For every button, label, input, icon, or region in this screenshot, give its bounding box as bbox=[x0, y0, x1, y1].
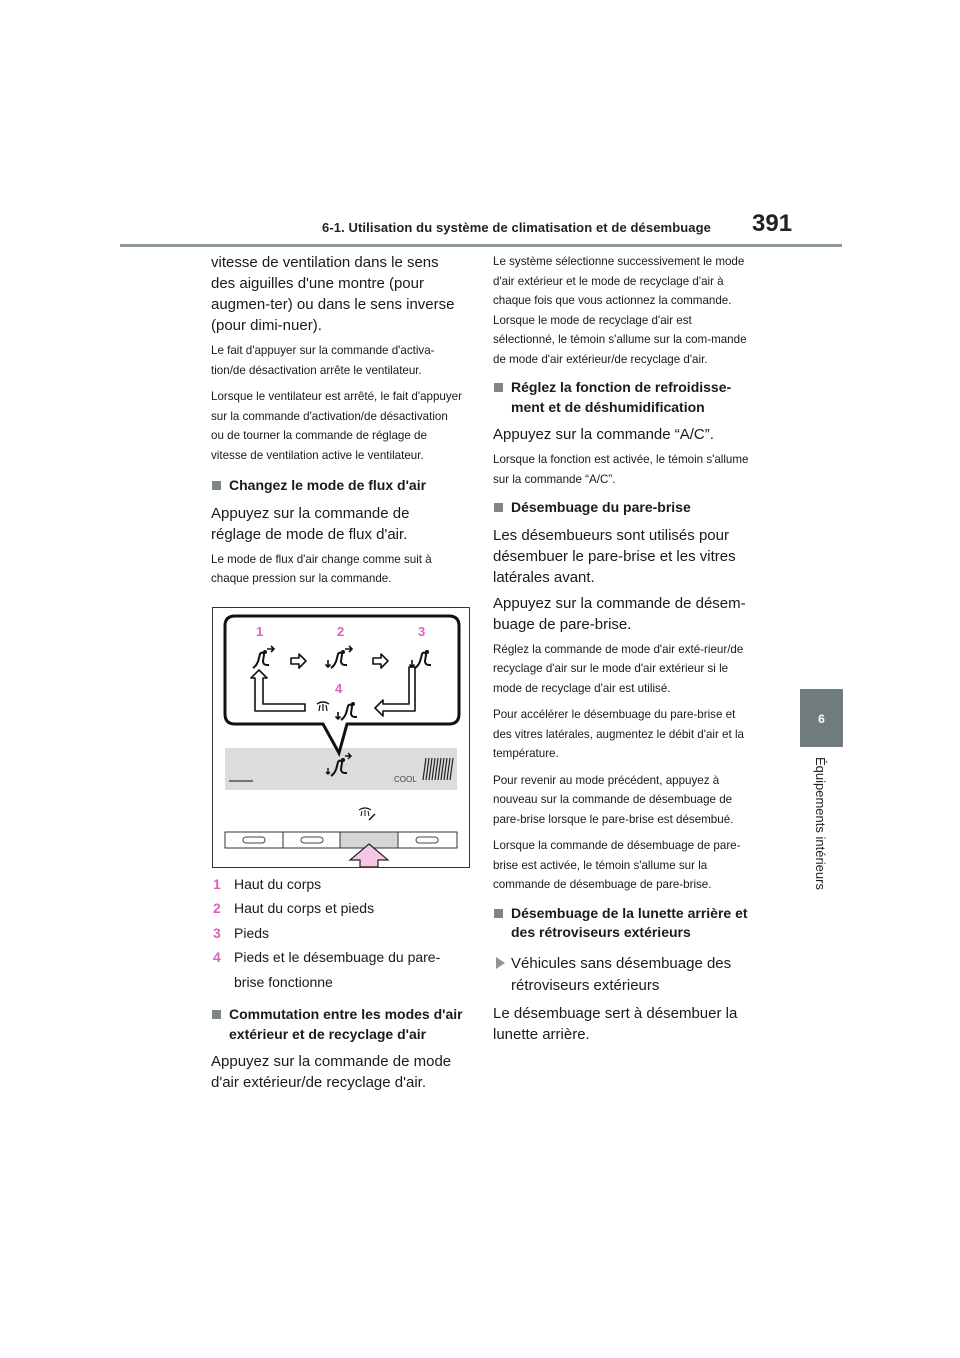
legend-text: Haut du corps et pieds bbox=[234, 900, 375, 916]
right-column bbox=[493, 252, 749, 1050]
bullet-square-icon bbox=[212, 1010, 221, 1019]
rear-defrost-text: Le désembuage sert à désembuer la lunette arrière. bbox=[493, 1004, 738, 1043]
triangle-bullet-icon bbox=[496, 957, 505, 969]
chapter-label: Équipements intérieurs bbox=[813, 757, 828, 890]
intro-text: vitesse de ventilation dans le sens des aiguilles d'une montre (pour augmen-ter) ou dans le sens inverse (pour dimi-nuer). bbox=[211, 254, 455, 334]
airflow-mode-figure bbox=[212, 607, 470, 868]
mode-label-1: 1 bbox=[256, 623, 264, 639]
header-rule bbox=[120, 244, 842, 247]
legend-number: 1 bbox=[213, 875, 221, 892]
defrost-note-4: Lorsque la commande de désembuage de pare-brise est activée, le témoin s'allume sur la commande de désembuage de pare-brise. bbox=[493, 839, 741, 891]
mode-label-4: 4 bbox=[335, 680, 343, 696]
heading-rear-defrost: Désembuage de la lunette arrière et des rétroviseurs extérieurs bbox=[493, 904, 749, 943]
legend-item bbox=[211, 921, 463, 946]
defrost-note-3: Pour revenir au mode précédent, appuyez à nouveau sur la commande de désembuage de pare-brise lorsque le pare-brise est désembué. bbox=[493, 773, 734, 826]
legend-text: Haut du corps bbox=[234, 875, 322, 892]
left-column bbox=[211, 252, 463, 1098]
page-number: 391 bbox=[752, 210, 793, 237]
airflow-text: Appuyez sur la commande de réglage de mode de flux d'air. bbox=[211, 504, 410, 543]
heading-airflow-mode: Changez le mode de flux d'air bbox=[211, 476, 463, 496]
display-cool-label: COOL bbox=[394, 774, 417, 784]
legend-text: Pieds bbox=[234, 924, 270, 941]
defrost-note-1: Réglez la commande de mode d'air exté-rieur/de recyclage d'air sur le mode d'air extérieur si le mode de recyclage d'air est utilisé. bbox=[493, 642, 744, 695]
note-fan-off: Le fait d'appuyer sur la commande d'activa-tion/de désactivation arrête le ventilateur. bbox=[211, 344, 435, 377]
defrost-feet-small-icon bbox=[359, 808, 375, 820]
defrost-text-1: Les désembueurs sont utilisés pour désembuer le pare-brise et les vitres latérales avant. bbox=[493, 526, 736, 586]
recirculation-text: Appuyez sur la commande de mode d'air extérieur/de recyclage d'air. bbox=[211, 1053, 452, 1091]
legend-number: 3 bbox=[213, 924, 221, 941]
section-title: 6-1. Utilisation du système de climatisation et de désembuage bbox=[322, 220, 711, 235]
mode-label-3: 3 bbox=[418, 623, 426, 639]
heading-windshield-defrost: Désembuage du pare-brise bbox=[493, 498, 749, 518]
subheading-no-mirror-defrost: Véhicules sans désembuage des rétroviseurs extérieurs bbox=[493, 953, 749, 997]
heading-ac: Réglez la fonction de refroidisse-ment et de déshumidification bbox=[493, 378, 749, 417]
note-fan-on: Lorsque le ventilateur est arrêté, le fait d'appuyer sur la commande d'activation/de désactivation ou de tourner la commande de réglage de vitesse de ventilation active le ventilateur. bbox=[211, 390, 462, 462]
bullet-square-icon bbox=[494, 383, 503, 392]
mode-legend bbox=[211, 872, 463, 995]
legend-item bbox=[211, 872, 463, 897]
heading-recirculation: Commutation entre les modes d'air extérieur et de recyclage d'air bbox=[211, 1005, 463, 1044]
legend-number: 4 bbox=[213, 949, 221, 965]
recirculation-note: Le système sélectionne successivement le mode d'air extérieur et le mode de recyclage d'air à chaque fois que vous actionnez la commande. Lorsque le mode de recyclage d'air est sélectionné, le témoin s'allume sur la com-mande de mode d'air extérieur/de recyclage d'air. bbox=[493, 255, 747, 366]
bullet-square-icon bbox=[212, 481, 221, 490]
ac-text: Appuyez sur la commande “A/C”. bbox=[493, 426, 714, 443]
defrost-text-2: Appuyez sur la commande de désem-buage de pare-brise. bbox=[493, 594, 746, 633]
legend-item bbox=[211, 896, 463, 921]
chapter-number: 6 bbox=[818, 712, 825, 726]
bullet-square-icon bbox=[494, 909, 503, 918]
legend-number: 2 bbox=[213, 900, 221, 916]
legend-item bbox=[211, 945, 463, 994]
mode-label-2: 2 bbox=[337, 623, 345, 639]
legend-text: Pieds et le désembuage du pare-brise fonctionne bbox=[234, 949, 441, 990]
defrost-note-2: Pour accélérer le désembuage du pare-brise et des vitres latérales, augmentez le débit d'air et la température. bbox=[493, 708, 744, 760]
airflow-note: Le mode de flux d'air change comme suit à chaque pression sur la commande. bbox=[211, 552, 432, 585]
ac-note: Lorsque la fonction est activée, le témoin s'allume sur la commande “A/C”. bbox=[493, 453, 749, 486]
bullet-square-icon bbox=[494, 503, 503, 512]
